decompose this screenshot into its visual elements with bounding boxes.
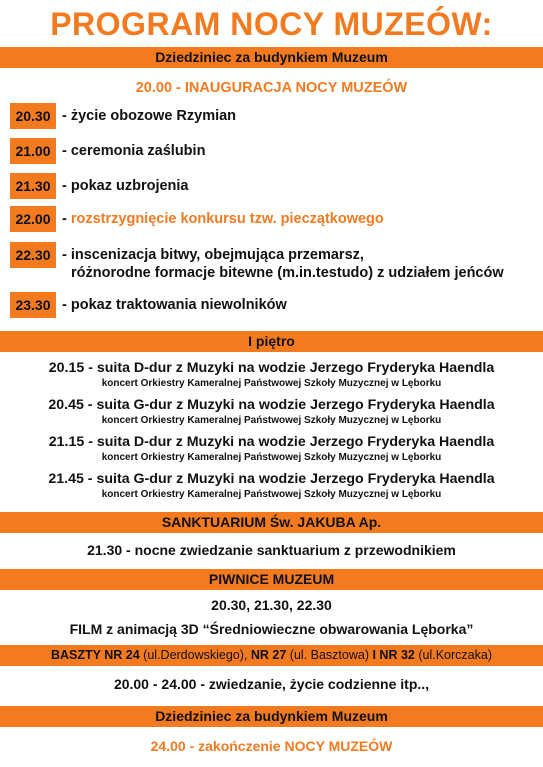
concert-subtitle: koncert Orkiestry Kameralnej Państwowej Szkoły Muzycznej w Lęborku [101,489,442,500]
section-header-sanctuary: SANKTUARIUM Św. JAKUBA Ap. [0,512,543,533]
event-row [10,242,504,282]
event-text: - pokaz traktowania niewolników [62,297,287,313]
cellar-times: 20.30, 21.30, 22.30 [211,597,332,613]
concert-item [0,470,543,501]
tower-name: NR 27 [250,648,287,662]
concert-item [0,433,543,464]
concert-subtitle: koncert Orkiestry Kameralnej Państwowej Szkoły Muzycznej w Lęborku [101,452,442,463]
event-text: - ceremonia zaślubin [62,143,206,159]
time-badge: 22.30 [10,242,56,268]
section-header-courtyard-closing: Dziedziniec za budynkiem Muzeum [0,706,543,727]
concert-title: 21.45 - suita G-dur z Muzyki na wodzie Jerzego Fryderyka Haendla [48,471,495,487]
event-dash: - [62,211,71,227]
section-header-first-floor: I piętro [0,331,543,352]
time-badge: 21.30 [10,173,56,199]
towers-text: 20.00 - 24.00 - zwiedzanie, życie codzienne itp.., [113,676,430,692]
tower-street: (ul.Korczaka) [418,648,492,662]
event-row [10,173,189,199]
tower-name: BASZTY NR 24 [51,648,140,662]
event-text [62,206,384,228]
event-row [10,206,384,232]
section-header-courtyard: Dziedziniec za budynkiem Muzeum [0,47,543,68]
film-text: FILM z animacją 3D “Średniowieczne obwarowania Lęborka” [69,621,474,637]
time-badge: 23.30 [10,292,56,318]
concert-subtitle: koncert Orkiestry Kameralnej Państwowej Szkoły Muzycznej w Lęborku [101,378,442,389]
closing-line: 24.00 - zakończenie NOCY MUZEÓW [150,738,393,754]
event-highlight-text: rozstrzygnięcie konkursu tzw. pieczątkowego [70,211,384,227]
event-text [62,242,504,282]
concert-item [0,396,543,427]
time-badge: 20.30 [10,103,56,129]
event-row [10,292,287,318]
sanctuary-text: 21.30 - nocne zwiedzanie sanktuarium z przewodnikiem [87,542,456,558]
tower-name: I NR 32 [372,648,415,662]
event-text: - życie obozowe Rzymian [62,108,237,124]
section-header-cellars: PIWNICE MUZEUM [0,569,543,590]
opening-line: 20.00 - INAUGURACJA NOCY MUZEÓW [135,80,408,96]
time-badge: 22.00 [10,206,56,232]
concert-title: 20.15 - suita D-dur z Muzyki na wodzie Jerzego Fryderyka Haendla [48,360,495,376]
page-title: PROGRAM NOCY MUZEÓW: [50,6,493,42]
concert-subtitle: koncert Orkiestry Kameralnej Państwowej Szkoły Muzycznej w Lęborku [101,415,442,426]
tower-street: (ul.Derdowskiego), [143,648,248,662]
time-badge: 21.00 [10,138,56,164]
event-line-2: różnorodne formacje bitewne (m.in.testudo) z udziałem jeńców [71,265,504,281]
concert-title: 20.45 - suita G-dur z Muzyki na wodzie Jerzego Fryderyka Haendla [48,397,495,413]
concert-title: 21.15 - suita D-dur z Muzyki na wodzie Jerzego Fryderyka Haendla [48,434,495,450]
section-header-towers [0,645,543,666]
tower-street: (ul. Basztowa) [289,648,369,662]
event-text: - pokaz uzbrojenia [62,178,189,194]
concert-item [0,359,543,390]
event-row [10,138,205,164]
event-line-1: - inscenizacja bitwy, obejmująca przemarsz, [62,247,364,263]
event-row [10,103,236,129]
